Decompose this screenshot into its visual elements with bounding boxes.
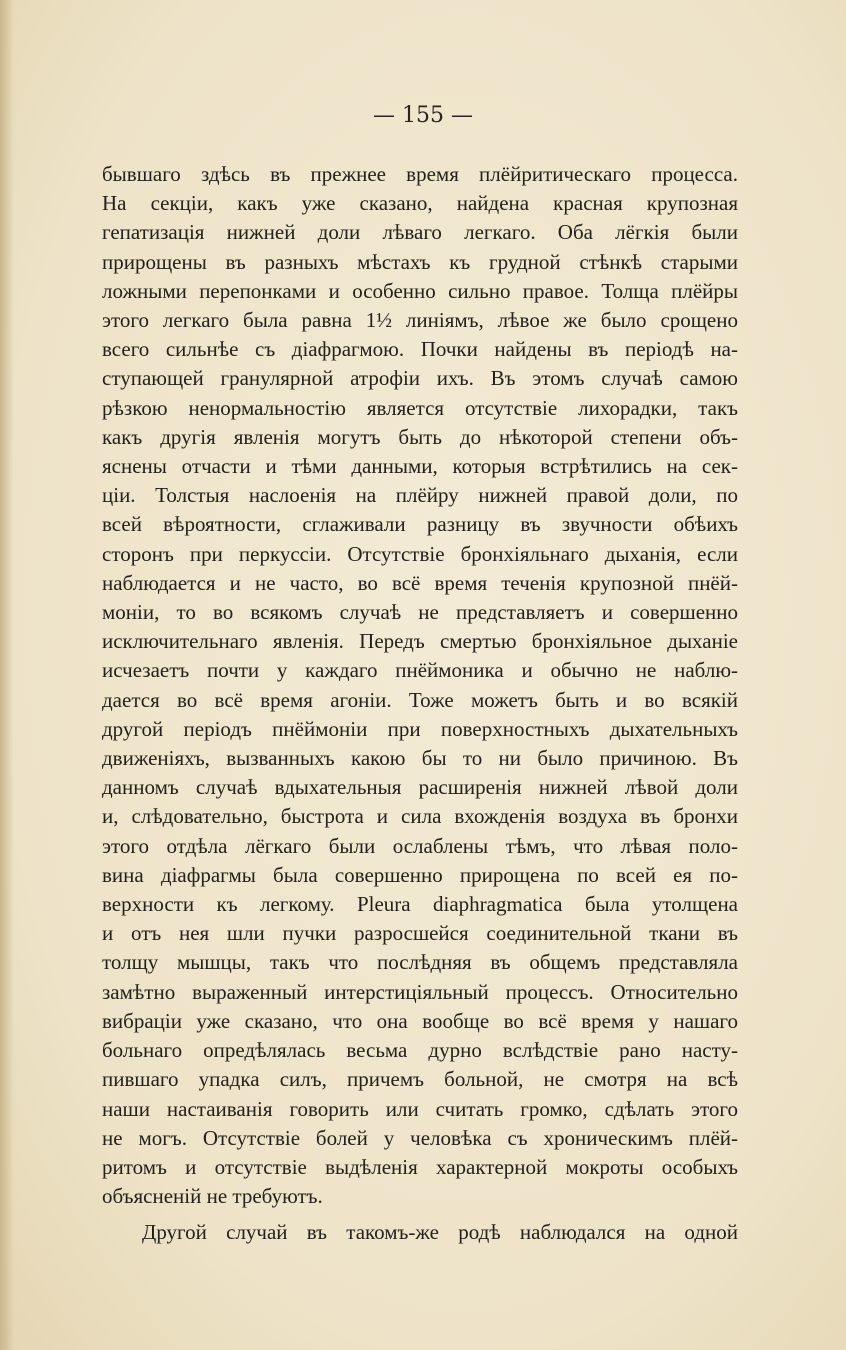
text-line: ритомъ и отсутствіе выдѣленія характерной мокроты особыхъ — [102, 1154, 738, 1179]
text-line: всей вѣроятности, сглаживали разницу въ звучности обѣихъ — [102, 512, 738, 537]
text-line: исключительнаго явленія. Передъ смертью бронхіяльное дыханіе — [102, 629, 738, 654]
text-line: ступающей гранулярной атрофіи ихъ. Въ этомъ случаѣ самою — [102, 366, 738, 391]
text-line: этого отдѣла лёгкаго были ослаблены тѣмъ, что лѣвая поло- — [102, 833, 738, 858]
text-line: бывшаго здѣсь въ прежнее время плёйритическаго процесса. — [102, 162, 738, 186]
text-line: объясненій не требуютъ. — [102, 1184, 323, 1209]
text-line: На секціи, какъ уже сказано, найдена красная крупозная — [102, 191, 738, 216]
page-number: — 155 — — [373, 103, 473, 128]
text-line: пившаго упадка силъ, причемъ больной, не смотря на всѣ — [102, 1067, 738, 1092]
paragraph-1 — [102, 160, 738, 1211]
text-line: моніи, то во всякомъ случаѣ не представляетъ и совершенно — [102, 600, 738, 625]
text-line: ложными перепонками и особенно сильно правое. Толща плёйры — [102, 278, 738, 303]
text-line: Другой случай въ такомъ-же родѣ наблюдался на одной — [142, 1220, 738, 1245]
text-line: яснены отчасти и тѣми данными, которыя встрѣтились на сек- — [102, 454, 738, 479]
text-line: наблюдается и не часто, во всё время теченія крупозной пнёй- — [102, 570, 738, 595]
text-line: дается во всё время агоніи. Тоже можетъ быть и во всякій — [102, 687, 738, 712]
body-text — [102, 160, 738, 1248]
text-line: толщу мышцы, такъ что послѣдняя въ общемъ представляла — [102, 950, 738, 975]
text-line: сторонъ при перкуссіи. Отсутствіе бронхіяльнаго дыханія, если — [102, 541, 738, 566]
text-line: данномъ случаѣ вдыхательныя расширенія нижней лѣвой доли — [102, 775, 738, 800]
text-line: движеніяхъ, вызванныхъ какою бы то ни было причиною. Въ — [102, 746, 738, 771]
text-line: вина діафрагмы была совершенно прирощена по всей ея по- — [102, 862, 738, 887]
text-line: рѣзкою ненормальностію является отсутствіе лихорадки, такъ — [102, 395, 738, 420]
text-line: всего сильнѣе съ діафрагмою. Почки найдены въ періодѣ на- — [102, 337, 738, 362]
text-line: не могъ. Отсутствіе болей у человѣка съ хроническимъ плёй- — [102, 1125, 738, 1150]
text-line: прирощены въ разныхъ мѣстахъ къ грудной стѣнкѣ старыми — [102, 249, 738, 274]
text-line: замѣтно выраженный интерстиціяльный процессъ. Относительно — [102, 979, 738, 1004]
text-line: ціи. Толстыя наслоенія на плёйру нижней правой доли, по — [102, 483, 738, 508]
text-line: другой періодъ пнёймоніи при поверхностныхъ дыхательныхъ — [102, 716, 738, 741]
text-line: исчезаетъ почти у каждаго пнёймоника и обычно не наблю- — [102, 658, 738, 683]
text-line: верхности къ легкому. Pleura diaphragmatica была утолщена — [102, 892, 738, 917]
text-line: какъ другія явленія могутъ быть до нѣкоторой степени объ- — [102, 424, 738, 449]
text-line: вибраціи уже сказано, что она вообще во всё время у нашаго — [102, 1008, 738, 1033]
text-line: и отъ нея шли пучки разросшейся соединительной ткани въ — [102, 921, 738, 946]
text-line: гепатизація нижней доли лѣваго легкаго. Оба лёгкія были — [102, 220, 738, 245]
text-line: и, слѣдовательно, быстрота и сила вхожденія воздуха въ бронхи — [102, 804, 738, 829]
text-line: этого легкаго была равна 1½ линіямъ, лѣвое же было срощено — [102, 308, 738, 333]
text-line: больнаго опредѣлялась весьма дурно вслѣдствіе рано насту- — [102, 1038, 738, 1063]
text-line: наши настаиванія говорить или считать громко, сдѣлать этого — [102, 1096, 738, 1121]
paragraph-2 — [102, 1218, 738, 1247]
